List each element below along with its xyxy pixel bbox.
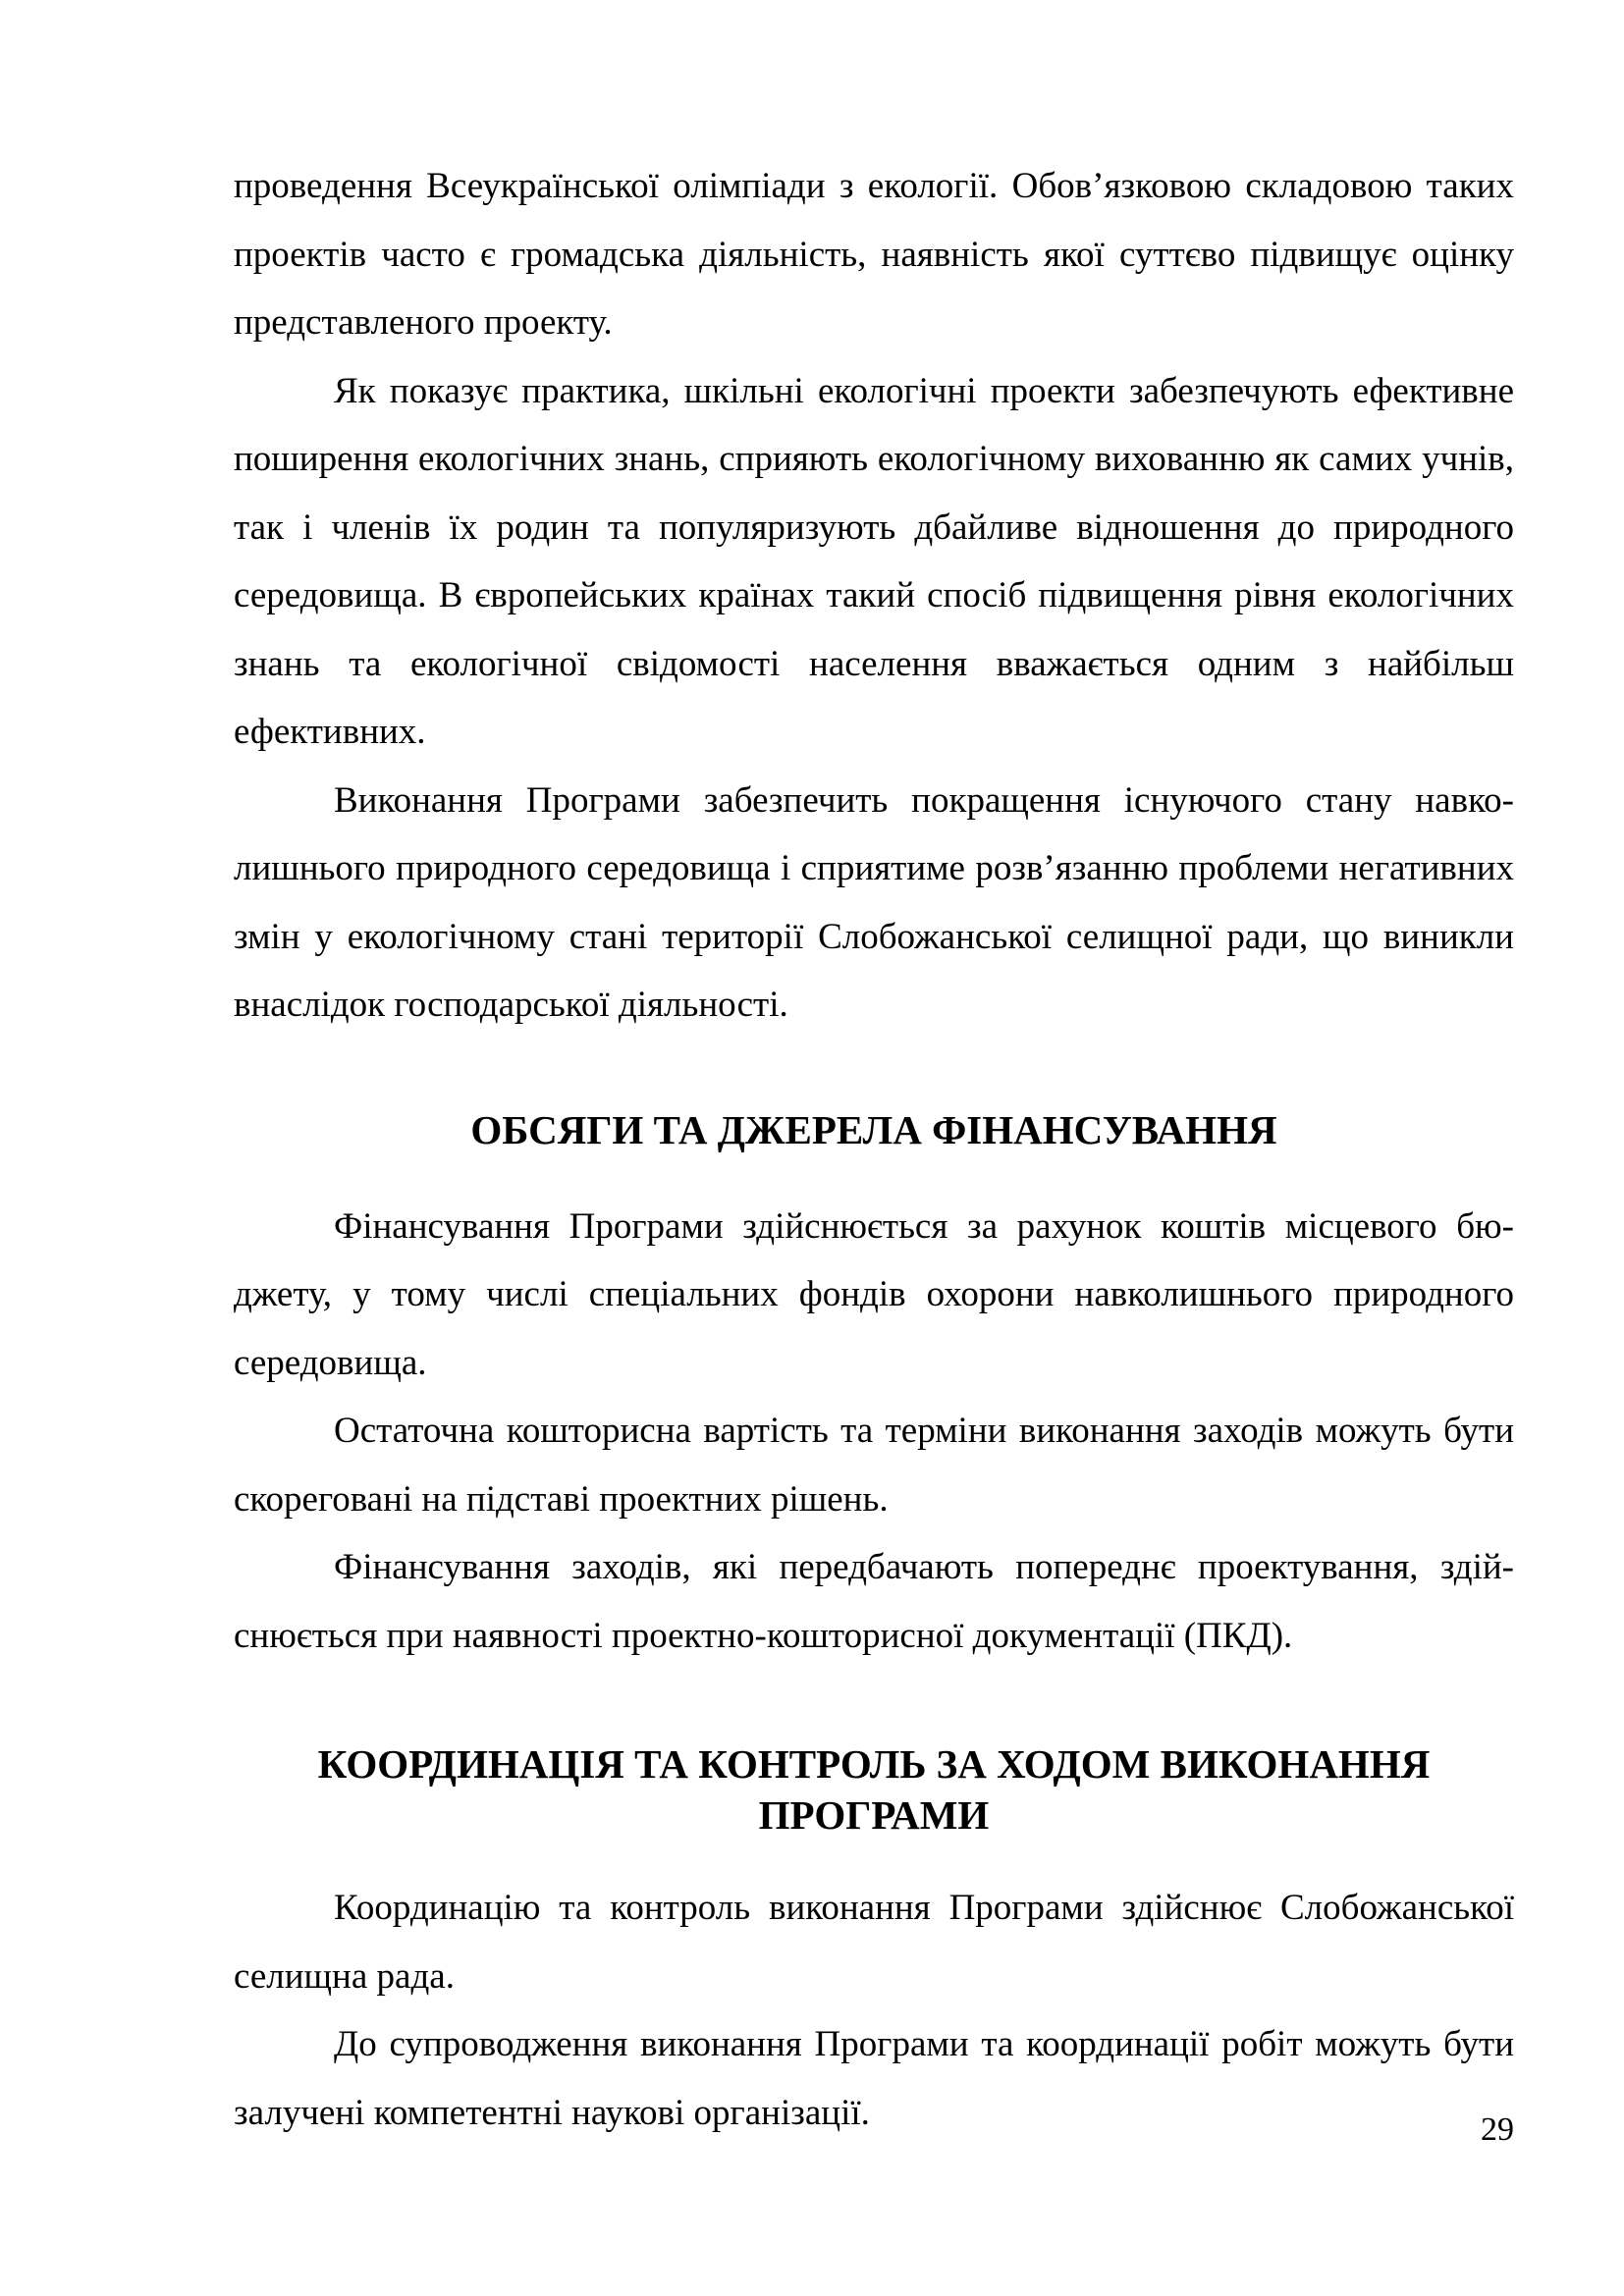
document-page	[234, 152, 1514, 2147]
page-number: 29	[1481, 2111, 1514, 2148]
paragraph-coordination-body: Координацію та контроль виконання Програми здійснює Слобожанської селищна рада.	[234, 1888, 1514, 1997]
paragraph-cost-adjustment: Остаточна кошторисна вартість та терміни виконання заходів можуть бути скореговані на підставі проектних рішень.	[234, 1411, 1514, 1520]
paragraph-program-effect: Виконання Програми забезпечить покращення існуючого стану навколишнього природного середовища і сприятиме розв’язанню проблеми негативних змін у екологічному стані території Слобожанської селищної ради, що виникли внаслідок господарської діяльності.	[234, 779, 1514, 1025]
paragraph-olympiad: проведення Всеукраїнської олімпіади з екології. Обов’язковою складовою таких проектів часто є громадська діяльність, наявність якої суттєво підвищує оцінку представленого проекту.	[234, 166, 1514, 343]
paragraph-financing-sources: Фінансування Програми здійснюється за рахунок коштів місцевого бюджету, у тому числі спеціальних фондів охорони навколишнього природного середовища.	[234, 1205, 1514, 1383]
heading-financing: ОБСЯГИ ТА ДЖЕРЕЛА ФІНАНСУВАННЯ	[470, 1106, 1277, 1152]
heading-coordination	[234, 1738, 1514, 1841]
paragraph-scientific-organizations: До супроводження виконання Програми та координації робіт можуть бути залучені компетентні наукові організації.	[234, 2024, 1514, 2133]
heading-coordination-line1: КООРДИНАЦІЯ ТА КОНТРОЛЬ ЗА ХОДОМ ВИКОНАННЯ	[317, 1741, 1431, 1787]
heading-coordination-line2: ПРОГРАМИ	[758, 1792, 990, 1838]
paragraph-school-projects: Як показує практика, шкільні екологічні проекти забезпечують ефективне поширення екологічних знань, сприяють екологічному вихованню як самих учнів, так і членів їх родин та популяризують дбайливе відношення до природного середовища. В європейських країнах такий спосіб підвищення рівня екологічних знань та екологічної свідомості населення вважається одним з найбільш ефективних.	[234, 370, 1514, 752]
paragraph-design-financing: Фінансування заходів, які передбачають попереднє проектування, здійснюється при наявності проектно-кошторисної документації (ПКД).	[234, 1547, 1514, 1656]
